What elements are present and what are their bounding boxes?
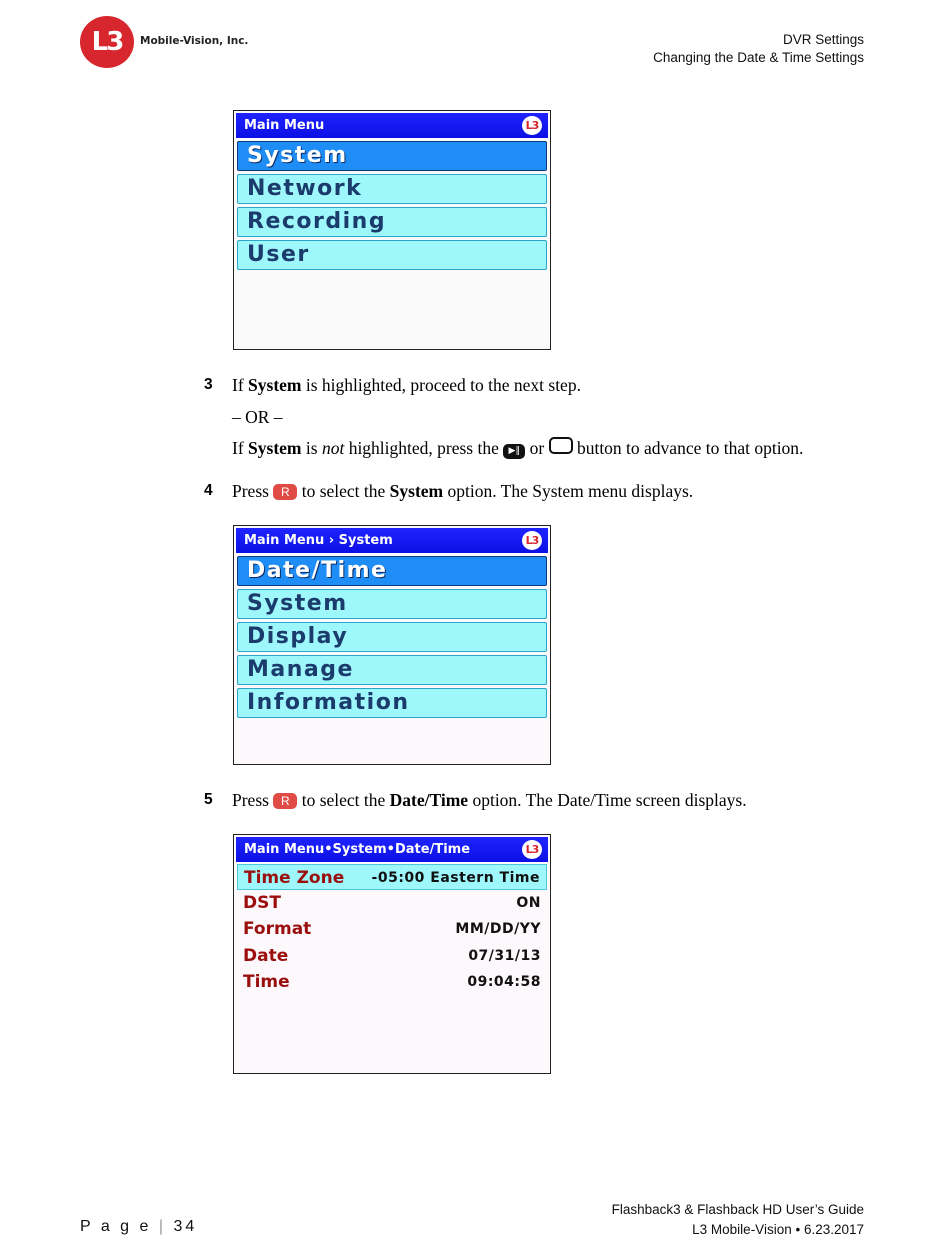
- version-info: L3 Mobile-Vision • 6.23.2017: [692, 1222, 864, 1237]
- screen-title: Main Menu•System•Date/Time: [244, 842, 471, 857]
- guide-title: Flashback3 & Flashback HD User’s Guide: [611, 1202, 864, 1217]
- r-button-icon: R: [273, 484, 297, 500]
- setting-value: 09:04:58: [467, 974, 541, 990]
- setting-row-time-zone: [237, 864, 547, 890]
- l3-badge-icon: L3: [522, 531, 542, 550]
- setting-row-dst: [237, 890, 547, 916]
- menu-item-recording: Recording: [237, 207, 547, 237]
- step-3-alternative: If System is not highlighted, press the ▶‖ or button to advance to that option.: [232, 438, 804, 458]
- company-name: Mobile-Vision, Inc.: [140, 35, 249, 47]
- setting-label: Date: [243, 946, 289, 966]
- menu-item-manage: Manage: [237, 655, 547, 685]
- section-title: DVR Settings: [782, 32, 864, 47]
- or-separator: – OR –: [232, 407, 283, 427]
- step-number: 3: [204, 376, 213, 393]
- setting-value: ON: [516, 895, 541, 911]
- setting-label: DST: [243, 893, 281, 913]
- step-text: If System is highlighted, proceed to the next step.: [232, 375, 581, 395]
- running-header: [653, 31, 864, 67]
- menu-item-user: User: [237, 240, 547, 270]
- play-pause-button-icon: ▶‖: [503, 444, 525, 459]
- screen-title: Main Menu: [244, 118, 325, 133]
- setting-value: MM/DD/YY: [455, 921, 541, 937]
- setting-label: Time Zone: [244, 868, 345, 888]
- page-number: 34: [173, 1218, 198, 1235]
- menu-item-system: System: [237, 141, 547, 171]
- page-label: P a g e: [80, 1218, 152, 1235]
- menu-item-system: System: [237, 589, 547, 619]
- dvr-screen-system-menu: [233, 525, 551, 765]
- screen-title-bar: [236, 528, 548, 553]
- screen-title-bar: [236, 837, 548, 862]
- setting-value: 07/31/13: [468, 948, 541, 964]
- setting-row-time: [237, 969, 547, 995]
- page-separator: |: [158, 1218, 167, 1235]
- running-footer: [612, 1200, 864, 1240]
- l3-badge-icon: L3: [522, 116, 542, 135]
- r-button-icon: R: [273, 793, 297, 809]
- step-text: Press R to select the System option. The System menu displays.: [232, 481, 694, 501]
- menu-item-display: Display: [237, 622, 547, 652]
- setting-row-format: [237, 916, 547, 942]
- dvr-screen-date-time: [233, 834, 551, 1074]
- setting-label: Format: [243, 919, 312, 939]
- menu-item-date-time: Date/Time: [237, 556, 547, 586]
- step-number: 5: [204, 791, 213, 808]
- menu-item-information: Information: [237, 688, 547, 718]
- company-logo: [80, 16, 260, 68]
- l3-logo-icon: L3: [80, 16, 134, 68]
- l3-badge-icon: L3: [522, 840, 542, 859]
- setting-value: -05:00 Eastern Time: [371, 870, 540, 886]
- setting-row-date: [237, 943, 547, 969]
- stop-button-icon: [549, 437, 573, 454]
- setting-label: Time: [243, 972, 290, 992]
- step-text: Press R to select the Date/Time option. The Date/Time screen displays.: [232, 790, 747, 810]
- dvr-screen-main-menu: [233, 110, 551, 350]
- menu-item-network: Network: [237, 174, 547, 204]
- step-number: 4: [204, 482, 213, 499]
- screen-title: Main Menu › System: [244, 533, 393, 548]
- subsection-title: Changing the Date & Time Settings: [653, 50, 864, 65]
- screen-title-bar: [236, 113, 548, 138]
- page-number-block: [80, 1218, 197, 1236]
